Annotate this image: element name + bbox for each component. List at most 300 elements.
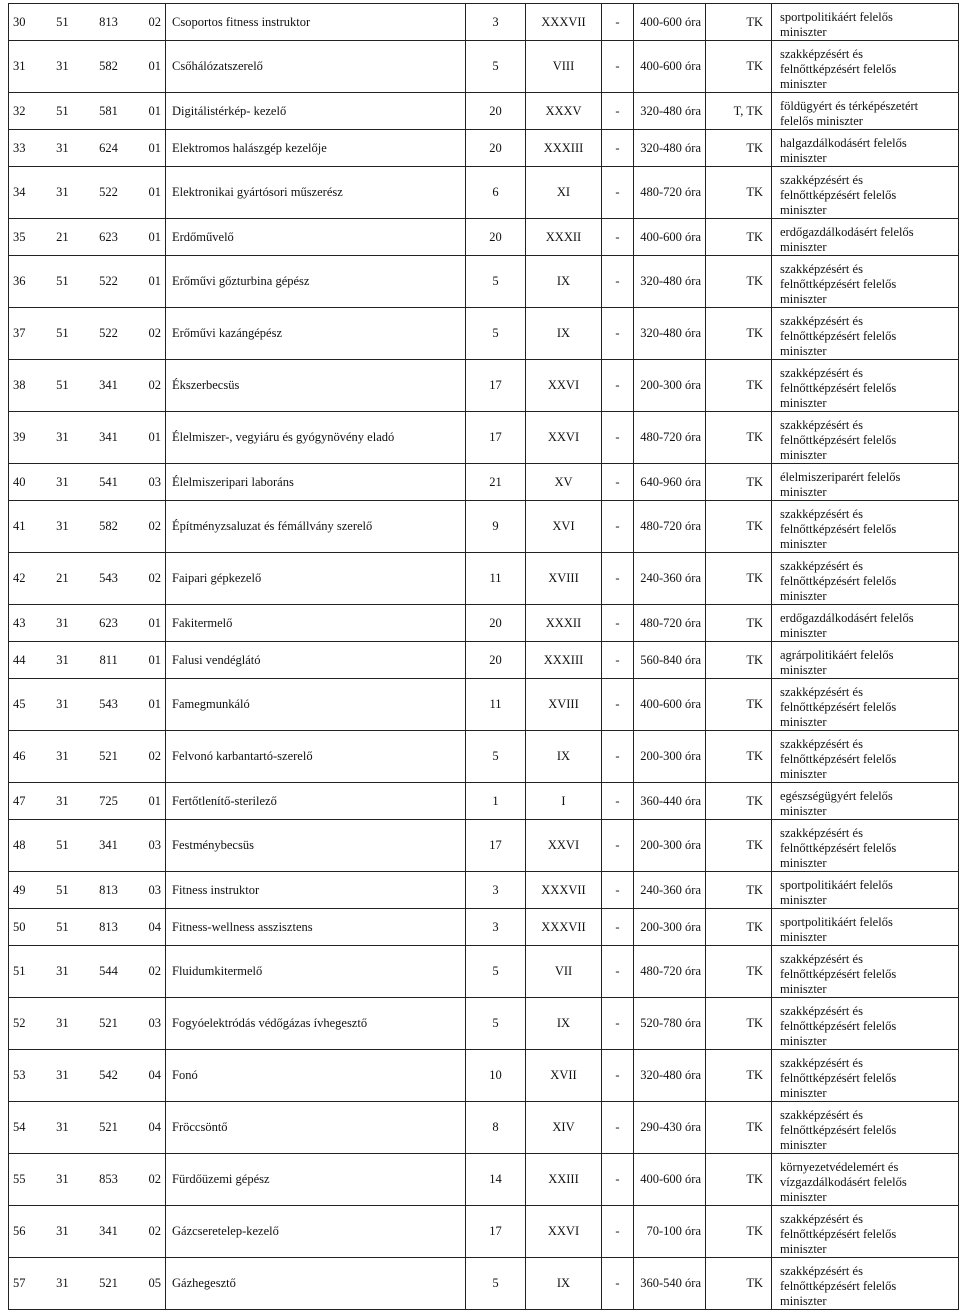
dash-cell: -: [602, 1154, 634, 1206]
group-roman: XVII: [526, 1050, 602, 1102]
group-roman: XVI: [526, 501, 602, 553]
minister-line: miniszter: [780, 1242, 827, 1256]
code-cell: [9, 1102, 166, 1154]
level-number: 5: [466, 308, 526, 360]
qualification-name: Digitálistérkép- kezelő: [166, 93, 466, 130]
level-number: 1: [466, 783, 526, 820]
minister-line: felelős miniszter: [780, 114, 863, 128]
code-part: 51: [56, 882, 69, 897]
row-number: 45: [13, 697, 26, 711]
code-cell: [9, 820, 166, 872]
minister-line: felnőttképzésért felelős: [780, 277, 897, 291]
exam-type: T, TK: [706, 93, 772, 130]
hours-range: 480-720 óra: [634, 167, 706, 219]
group-roman: XIV: [526, 1102, 602, 1154]
responsible-minister: [772, 308, 959, 360]
code-part: 521: [99, 1016, 118, 1030]
code-part: 544: [99, 964, 118, 978]
responsible-minister: [772, 605, 959, 642]
row-number: 53: [13, 1068, 26, 1082]
group-roman: XVIII: [526, 553, 602, 605]
minister-line: vízgazdálkodásért felelős: [780, 1175, 907, 1189]
exam-type: TK: [706, 360, 772, 412]
exam-type: TK: [706, 909, 772, 946]
hours-range: 560-840 óra: [634, 642, 706, 679]
code-part: 31: [56, 59, 69, 73]
minister-line: miniszter: [780, 1034, 827, 1048]
qualification-name: Fitness instruktor: [166, 872, 466, 909]
dash-cell: -: [602, 1206, 634, 1258]
level-number: 17: [466, 1206, 526, 1258]
minister-line: felnőttképzésért felelős: [780, 1227, 897, 1241]
dash-cell: -: [602, 998, 634, 1050]
row-number: 41: [13, 519, 26, 533]
dash-cell: -: [602, 4, 634, 41]
table-row: [9, 4, 959, 41]
qualification-name: Faipari gépkezelő: [166, 553, 466, 605]
dash-cell: -: [602, 219, 634, 256]
hours-range: 360-440 óra: [634, 783, 706, 820]
code-part: 01: [148, 229, 161, 244]
code-part: 03: [148, 474, 161, 489]
group-roman: VII: [526, 946, 602, 998]
hours-range: 400-600 óra: [634, 219, 706, 256]
code-part: 813: [99, 14, 118, 29]
exam-type: TK: [706, 872, 772, 909]
table-row: [9, 219, 959, 256]
code-part: 341: [99, 1224, 118, 1238]
qualification-name: Gázhegesztő: [166, 1258, 466, 1310]
minister-line: miniszter: [780, 77, 827, 91]
minister-line: miniszter: [780, 537, 827, 551]
code-part: 01: [148, 59, 161, 73]
table-row: [9, 1050, 959, 1102]
code-part: 51: [56, 326, 69, 340]
responsible-minister: [772, 501, 959, 553]
dash-cell: -: [602, 1050, 634, 1102]
code-part: 51: [56, 103, 69, 118]
group-roman: XXXII: [526, 605, 602, 642]
dash-cell: -: [602, 130, 634, 167]
table-row: [9, 946, 959, 998]
code-part: 341: [99, 378, 118, 392]
hours-range: 240-360 óra: [634, 872, 706, 909]
qualification-name: Fitness-wellness asszisztens: [166, 909, 466, 946]
responsible-minister: [772, 553, 959, 605]
hours-range: 200-300 óra: [634, 820, 706, 872]
group-roman: IX: [526, 308, 602, 360]
code-part: 581: [99, 103, 118, 118]
code-cell: [9, 360, 166, 412]
code-part: 01: [148, 615, 161, 630]
row-number: 38: [13, 378, 26, 392]
code-part: 04: [148, 1068, 161, 1082]
code-part: 31: [56, 430, 69, 444]
minister-line: miniszter: [780, 1190, 827, 1204]
exam-type: TK: [706, 412, 772, 464]
dash-cell: -: [602, 256, 634, 308]
qualification-name: Gázcseretelep-kezelő: [166, 1206, 466, 1258]
exam-type: TK: [706, 998, 772, 1050]
row-number: 42: [13, 571, 26, 585]
code-cell: [9, 909, 166, 946]
code-cell: [9, 731, 166, 783]
code-part: 521: [99, 1276, 118, 1290]
code-cell: [9, 1206, 166, 1258]
minister-line: szakképzésért és: [780, 262, 863, 276]
qualification-name: Elektromos halászgép kezelője: [166, 130, 466, 167]
code-part: 541: [99, 474, 118, 489]
code-part: 01: [148, 103, 161, 118]
level-number: 14: [466, 1154, 526, 1206]
minister-line: miniszter: [780, 804, 827, 818]
level-number: 5: [466, 1258, 526, 1310]
hours-range: 400-600 óra: [634, 679, 706, 731]
responsible-minister: [772, 1206, 959, 1258]
level-number: 20: [466, 605, 526, 642]
qualification-name: Erdőművelő: [166, 219, 466, 256]
level-number: 21: [466, 464, 526, 501]
minister-line: szakképzésért és: [780, 1264, 863, 1278]
row-number: 57: [13, 1276, 26, 1290]
code-part: 02: [148, 326, 161, 340]
code-cell: [9, 605, 166, 642]
qualification-name: Fakitermelő: [166, 605, 466, 642]
code-part: 31: [56, 1172, 69, 1186]
dash-cell: -: [602, 1102, 634, 1154]
dash-cell: -: [602, 93, 634, 130]
table-body: [9, 4, 959, 1310]
code-part: 02: [148, 1172, 161, 1186]
row-number: 31: [13, 59, 26, 73]
minister-line: miniszter: [780, 396, 827, 410]
minister-line: felnőttképzésért felelős: [780, 188, 897, 202]
minister-line: miniszter: [780, 448, 827, 462]
dash-cell: -: [602, 41, 634, 93]
code-part: 542: [99, 1068, 118, 1082]
minister-line: erdőgazdálkodásért felelős: [780, 225, 914, 239]
responsible-minister: [772, 946, 959, 998]
dash-cell: -: [602, 642, 634, 679]
minister-line: miniszter: [780, 1086, 827, 1100]
minister-line: miniszter: [780, 485, 827, 499]
code-cell: [9, 412, 166, 464]
minister-line: szakképzésért és: [780, 1004, 863, 1018]
hours-range: 400-600 óra: [634, 1154, 706, 1206]
code-part: 51: [56, 378, 69, 392]
table-row: [9, 308, 959, 360]
code-part: 31: [56, 615, 69, 630]
exam-type: TK: [706, 1206, 772, 1258]
minister-line: szakképzésért és: [780, 173, 863, 187]
minister-line: felnőttképzésért felelős: [780, 522, 897, 536]
minister-line: szakképzésért és: [780, 1108, 863, 1122]
hours-range: 320-480 óra: [634, 130, 706, 167]
hours-range: 480-720 óra: [634, 946, 706, 998]
minister-line: felnőttképzésért felelős: [780, 329, 897, 343]
group-roman: XXXIII: [526, 642, 602, 679]
hours-range: 520-780 óra: [634, 998, 706, 1050]
exam-type: TK: [706, 4, 772, 41]
hours-range: 640-960 óra: [634, 464, 706, 501]
minister-line: miniszter: [780, 626, 827, 640]
level-number: 5: [466, 731, 526, 783]
exam-type: TK: [706, 605, 772, 642]
code-part: 02: [148, 749, 161, 763]
minister-line: szakképzésért és: [780, 685, 863, 699]
minister-line: felnőttképzésért felelős: [780, 841, 897, 855]
group-roman: XXIII: [526, 1154, 602, 1206]
group-roman: XV: [526, 464, 602, 501]
minister-line: szakképzésért és: [780, 826, 863, 840]
minister-line: felnőttképzésért felelős: [780, 574, 897, 588]
code-part: 31: [56, 652, 69, 667]
dash-cell: -: [602, 360, 634, 412]
code-part: 725: [99, 793, 118, 808]
group-roman: XXVI: [526, 820, 602, 872]
code-part: 31: [56, 697, 69, 711]
minister-line: erdőgazdálkodásért felelős: [780, 611, 914, 625]
qualification-name: Erőművi kazángépész: [166, 308, 466, 360]
minister-line: felnőttképzésért felelős: [780, 381, 897, 395]
minister-line: felnőttképzésért felelős: [780, 1019, 897, 1033]
group-roman: IX: [526, 1258, 602, 1310]
code-cell: [9, 41, 166, 93]
minister-line: miniszter: [780, 893, 827, 907]
code-part: 02: [148, 378, 161, 392]
minister-line: miniszter: [780, 1294, 827, 1308]
minister-line: felnőttképzésért felelős: [780, 752, 897, 766]
code-cell: [9, 553, 166, 605]
group-roman: XXVI: [526, 360, 602, 412]
row-number: 54: [13, 1120, 26, 1134]
minister-line: agrárpolitikáért felelős: [780, 648, 894, 662]
minister-line: szakképzésért és: [780, 366, 863, 380]
hours-range: 240-360 óra: [634, 553, 706, 605]
code-part: 51: [56, 919, 69, 934]
responsible-minister: [772, 679, 959, 731]
table-row: [9, 820, 959, 872]
minister-line: felnőttképzésért felelős: [780, 62, 897, 76]
level-number: 17: [466, 820, 526, 872]
level-number: 3: [466, 872, 526, 909]
level-number: 5: [466, 998, 526, 1050]
qualification-name: Fluidumkitermelő: [166, 946, 466, 998]
group-roman: IX: [526, 998, 602, 1050]
code-cell: [9, 4, 166, 41]
code-cell: [9, 93, 166, 130]
exam-type: TK: [706, 553, 772, 605]
minister-line: felnőttképzésért felelős: [780, 1279, 897, 1293]
minister-line: felnőttképzésért felelős: [780, 1123, 897, 1137]
minister-line: egészségügyért felelős: [780, 789, 893, 803]
code-part: 813: [99, 882, 118, 897]
code-part: 03: [148, 1016, 161, 1030]
minister-line: sportpolitikáért felelős: [780, 915, 893, 929]
code-part: 31: [56, 964, 69, 978]
code-part: 582: [99, 59, 118, 73]
code-part: 341: [99, 430, 118, 444]
group-roman: VIII: [526, 41, 602, 93]
row-number: 32: [13, 103, 26, 118]
code-cell: [9, 1258, 166, 1310]
minister-line: miniszter: [780, 856, 827, 870]
exam-type: TK: [706, 501, 772, 553]
dash-cell: -: [602, 553, 634, 605]
level-number: 3: [466, 909, 526, 946]
code-part: 522: [99, 274, 118, 288]
exam-type: TK: [706, 308, 772, 360]
dash-cell: -: [602, 872, 634, 909]
code-part: 02: [148, 519, 161, 533]
code-part: 623: [99, 615, 118, 630]
qualification-name: Fonó: [166, 1050, 466, 1102]
table-row: [9, 41, 959, 93]
dash-cell: -: [602, 605, 634, 642]
qualification-name: Élelmiszeripari laboráns: [166, 464, 466, 501]
responsible-minister: [772, 130, 959, 167]
code-part: 51: [56, 274, 69, 288]
dash-cell: -: [602, 308, 634, 360]
level-number: 8: [466, 1102, 526, 1154]
dash-cell: -: [602, 1258, 634, 1310]
table-row: [9, 642, 959, 679]
code-part: 31: [56, 1224, 69, 1238]
code-cell: [9, 946, 166, 998]
exam-type: TK: [706, 256, 772, 308]
level-number: 20: [466, 219, 526, 256]
hours-range: 320-480 óra: [634, 308, 706, 360]
responsible-minister: [772, 41, 959, 93]
table-row: [9, 783, 959, 820]
code-part: 01: [148, 430, 161, 444]
level-number: 3: [466, 4, 526, 41]
hours-range: 360-540 óra: [634, 1258, 706, 1310]
code-part: 543: [99, 697, 118, 711]
row-number: 40: [13, 474, 26, 489]
code-part: 522: [99, 185, 118, 199]
code-part: 31: [56, 1276, 69, 1290]
dash-cell: -: [602, 820, 634, 872]
exam-type: TK: [706, 679, 772, 731]
exam-type: TK: [706, 1102, 772, 1154]
hours-range: 320-480 óra: [634, 93, 706, 130]
level-number: 11: [466, 679, 526, 731]
table-row: [9, 130, 959, 167]
minister-line: miniszter: [780, 982, 827, 996]
row-number: 34: [13, 185, 26, 199]
group-roman: XXXVII: [526, 4, 602, 41]
table-row: [9, 167, 959, 219]
code-cell: [9, 256, 166, 308]
responsible-minister: [772, 93, 959, 130]
responsible-minister: [772, 1154, 959, 1206]
row-number: 35: [13, 229, 26, 244]
code-part: 31: [56, 1068, 69, 1082]
table-row: [9, 998, 959, 1050]
minister-line: miniszter: [780, 663, 827, 677]
table-row: [9, 872, 959, 909]
code-cell: [9, 998, 166, 1050]
code-part: 31: [56, 1120, 69, 1134]
hours-range: 480-720 óra: [634, 412, 706, 464]
table-row: [9, 256, 959, 308]
code-part: 02: [148, 1224, 161, 1238]
table-row: [9, 501, 959, 553]
row-number: 47: [13, 793, 26, 808]
code-part: 03: [148, 838, 161, 852]
qualification-name: Élelmiszer-, vegyiáru és gyógynövény eladó: [166, 412, 466, 464]
code-part: 02: [148, 571, 161, 585]
table-row: [9, 679, 959, 731]
code-part: 01: [148, 652, 161, 667]
hours-range: 70-100 óra: [634, 1206, 706, 1258]
hours-range: 320-480 óra: [634, 1050, 706, 1102]
row-number: 30: [13, 14, 26, 29]
minister-line: szakképzésért és: [780, 1056, 863, 1070]
exam-type: TK: [706, 1050, 772, 1102]
exam-type: TK: [706, 219, 772, 256]
exam-type: TK: [706, 1258, 772, 1310]
qualification-name: Csőhálózatszerelő: [166, 41, 466, 93]
code-cell: [9, 679, 166, 731]
code-part: 21: [56, 571, 69, 585]
code-part: 522: [99, 326, 118, 340]
exam-type: TK: [706, 41, 772, 93]
exam-type: TK: [706, 464, 772, 501]
table-row: [9, 605, 959, 642]
code-part: 521: [99, 749, 118, 763]
minister-line: sportpolitikáért felelős: [780, 878, 893, 892]
responsible-minister: [772, 167, 959, 219]
level-number: 20: [466, 642, 526, 679]
minister-line: miniszter: [780, 767, 827, 781]
code-part: 02: [148, 964, 161, 978]
group-roman: XXXIII: [526, 130, 602, 167]
minister-line: felnőttképzésért felelős: [780, 967, 897, 981]
code-part: 51: [56, 838, 69, 852]
code-part: 543: [99, 571, 118, 585]
group-roman: XXVI: [526, 412, 602, 464]
code-cell: [9, 783, 166, 820]
hours-range: 200-300 óra: [634, 360, 706, 412]
code-part: 02: [148, 14, 161, 29]
minister-line: földügyért és térképészetért: [780, 99, 919, 113]
minister-line: szakképzésért és: [780, 47, 863, 61]
code-part: 51: [56, 14, 69, 29]
responsible-minister: [772, 909, 959, 946]
code-part: 31: [56, 140, 69, 155]
qualification-name: Fertőtlenítő-sterilező: [166, 783, 466, 820]
code-cell: [9, 130, 166, 167]
row-number: 56: [13, 1224, 26, 1238]
code-cell: [9, 1154, 166, 1206]
responsible-minister: [772, 783, 959, 820]
responsible-minister: [772, 1102, 959, 1154]
code-part: 582: [99, 519, 118, 533]
minister-line: miniszter: [780, 1138, 827, 1152]
code-part: 05: [148, 1276, 161, 1290]
row-number: 37: [13, 326, 26, 340]
code-part: 31: [56, 749, 69, 763]
minister-line: szakképzésért és: [780, 559, 863, 573]
table-row: [9, 553, 959, 605]
minister-line: sportpolitikáért felelős: [780, 10, 893, 24]
responsible-minister: [772, 820, 959, 872]
minister-line: miniszter: [780, 240, 827, 254]
qualification-name: Ékszerbecsüs: [166, 360, 466, 412]
code-part: 01: [148, 697, 161, 711]
